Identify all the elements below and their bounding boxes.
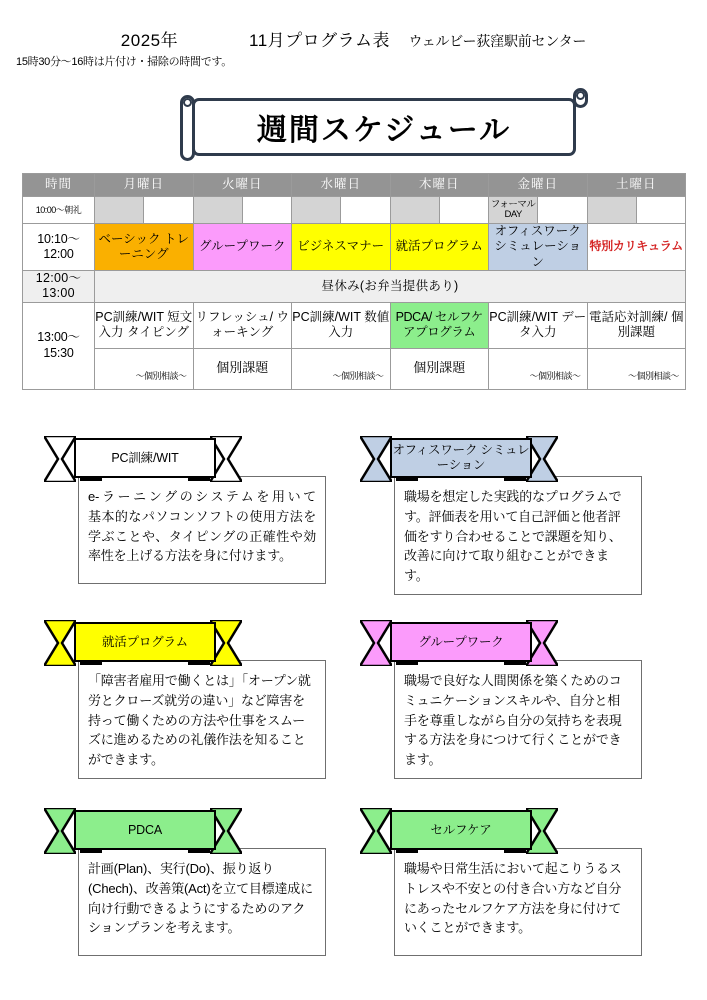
assembly-time-text: 10:00～朝礼 bbox=[35, 205, 82, 216]
card-text: 「障害者雇用で働くとは」「オープン就労とクローズ就労の違い」など障害を持って働くための方法や仕事をスムーズに進めるための礼儀作法を知ることができます。 bbox=[88, 673, 311, 767]
consultation-label-monday: ～個別相談～ bbox=[135, 371, 187, 382]
lunch-break-row bbox=[23, 271, 686, 303]
morning-program-monday: ベーシック トレーニング bbox=[95, 224, 194, 271]
individual-task-row bbox=[23, 348, 686, 389]
afternoon-program-friday: PC訓練/WIT データ入力 bbox=[489, 302, 588, 348]
assembly-blank-friday bbox=[538, 197, 586, 223]
column-header-thursday: 木曜日 bbox=[390, 174, 489, 197]
individual-cell-monday bbox=[95, 348, 194, 389]
afternoon-program-wednesday: PC訓練/WIT 数値入力 bbox=[292, 302, 391, 348]
ribbon-tail-left-icon bbox=[44, 808, 76, 854]
special-curriculum-label: 特別カリキュラム bbox=[589, 239, 683, 254]
consultation-label-wednesday: ～個別相談～ bbox=[332, 371, 384, 382]
morning-program-saturday bbox=[587, 224, 686, 271]
assembly-cell-wednesday bbox=[292, 197, 391, 224]
ribbon-foot-right-icon bbox=[504, 660, 526, 665]
ribbon-label: PDCA bbox=[74, 810, 216, 850]
assembly-blank-saturday bbox=[637, 197, 685, 223]
assembly-row bbox=[23, 197, 686, 224]
header-year: 2025年 bbox=[120, 31, 179, 50]
assembly-cell-saturday bbox=[587, 197, 686, 224]
assembly-marker-saturday bbox=[588, 197, 637, 223]
cleanup-time-note: 15時30分～16時は片付け・掃除の時間です。 bbox=[16, 56, 232, 68]
card-body-self-care bbox=[394, 848, 642, 956]
document-header bbox=[0, 26, 707, 51]
ribbon-tail-left-icon bbox=[360, 620, 392, 666]
ribbon-foot-left-icon bbox=[396, 848, 418, 853]
ribbon-foot-right-icon bbox=[504, 848, 526, 853]
ribbon-foot-left-icon bbox=[80, 848, 102, 853]
morning-program-tuesday: グループワーク bbox=[193, 224, 292, 271]
card-body-pdca bbox=[78, 848, 326, 956]
morning-program-wednesday: ビジネスマナー bbox=[292, 224, 391, 271]
afternoon-program-saturday: 電話応対訓練/ 個別課題 bbox=[587, 302, 686, 348]
card-body-pc-training bbox=[78, 476, 368, 584]
header-center-name: ウェルビー荻窪駅前センター bbox=[408, 33, 587, 49]
ribbon-tail-left-icon bbox=[360, 436, 392, 482]
ribbon-foot-right-icon bbox=[188, 476, 210, 481]
program-card-group-work bbox=[352, 620, 642, 779]
morning-program-row bbox=[23, 224, 686, 271]
lunch-break-label: 昼休み(お弁当提供あり) bbox=[95, 271, 686, 303]
assembly-time-label bbox=[23, 197, 95, 224]
morning-time-label bbox=[23, 224, 95, 271]
ribbon-foot-right-icon bbox=[188, 660, 210, 665]
afternoon-time-label bbox=[23, 302, 95, 389]
column-header-wednesday: 水曜日 bbox=[292, 174, 391, 197]
banner-title: 週間スケジュール bbox=[256, 114, 512, 147]
card-text: 職場で良好な人間関係を築くためのコミュニケーションスキルや、自分と相手を尊重しながら自分の気持ちを表現する方法を身につけて行くことができます。 bbox=[404, 673, 622, 767]
ribbon-foot-right-icon bbox=[188, 848, 210, 853]
weekly-schedule-table bbox=[22, 173, 686, 390]
ribbon-tail-left-icon bbox=[360, 808, 392, 854]
afternoon-program-thursday: PDCA/ セルフケアプログラム bbox=[390, 302, 489, 348]
lunch-time-end: 13:00 bbox=[42, 286, 75, 301]
banner-box bbox=[192, 98, 576, 156]
formal-day-label: フォーマル DAY bbox=[489, 197, 538, 223]
individual-cell-saturday bbox=[587, 348, 686, 389]
assembly-cell-tuesday bbox=[193, 197, 292, 224]
afternoon-program-tuesday: リフレッシュ/ ウォーキング bbox=[193, 302, 292, 348]
individual-cell-thursday bbox=[390, 348, 489, 389]
assembly-marker-tuesday bbox=[194, 197, 243, 223]
ribbon-foot-left-icon bbox=[80, 476, 102, 481]
ribbon-foot-left-icon bbox=[80, 660, 102, 665]
individual-task-thursday: 個別課題 bbox=[413, 360, 466, 376]
afternoon-time-start: 13:00～ bbox=[37, 330, 80, 345]
individual-cell-tuesday bbox=[193, 348, 292, 389]
ribbon-job-hunting bbox=[52, 620, 238, 666]
column-header-friday: 金曜日 bbox=[489, 174, 588, 197]
weekly-schedule-table-wrapper bbox=[22, 173, 686, 390]
ribbon-label: PC訓練/WIT bbox=[74, 438, 216, 478]
ribbon-group-work bbox=[368, 620, 554, 666]
card-body-group-work bbox=[394, 660, 642, 779]
ribbon-self-care bbox=[368, 808, 554, 854]
morning-time-start: 10:10～ bbox=[37, 231, 80, 246]
header-month-title: 11月プログラム表 bbox=[249, 31, 391, 50]
weekly-schedule-banner bbox=[178, 92, 590, 164]
assembly-cell-monday bbox=[95, 197, 194, 224]
ribbon-foot-left-icon bbox=[396, 476, 418, 481]
assembly-marker-wednesday bbox=[292, 197, 341, 223]
ribbon-pdca bbox=[52, 808, 238, 854]
assembly-blank-monday bbox=[144, 197, 192, 223]
card-text: e-ラーニングのシステムを用いて 基本的なパソコンソフトの使用方法を学ぶことや、タイピングの正確性や効率性を上げる方法を身に付けます。 bbox=[88, 489, 368, 564]
card-body-job-hunting bbox=[78, 660, 326, 779]
column-header-saturday: 土曜日 bbox=[587, 174, 686, 197]
ribbon-label: オフィスワーク シミュレーション bbox=[390, 438, 532, 478]
ribbon-tail-left-icon bbox=[44, 620, 76, 666]
lunch-time-label bbox=[23, 271, 95, 303]
column-header-tuesday: 火曜日 bbox=[193, 174, 292, 197]
assembly-cell-friday bbox=[489, 197, 588, 224]
ribbon-foot-right-icon bbox=[504, 476, 526, 481]
consultation-label-saturday: ～個別相談～ bbox=[627, 371, 679, 382]
card-text: 計画(Plan)、実行(Do)、振り返り(Chech)、改善策(Act)を立て目標達成に向け行動できるようにするためのアクションプランを考えます。 bbox=[88, 861, 313, 936]
card-text: 職場や日常生活において起こりうるストレスや不安との付き合い方など自分にあったセルフケア方法を身に付けていくことができます。 bbox=[404, 861, 622, 936]
scroll-curl-left-icon bbox=[183, 98, 192, 107]
card-body-office-work-simulation bbox=[394, 476, 642, 595]
ribbon-label: セルフケア bbox=[390, 810, 532, 850]
assembly-blank-wednesday bbox=[341, 197, 389, 223]
afternoon-program-row bbox=[23, 302, 686, 348]
afternoon-program-monday: PC訓練/WIT 短文入力 タイピング bbox=[95, 302, 194, 348]
scroll-curl-right-icon bbox=[576, 91, 585, 100]
program-card-office-work-simulation bbox=[352, 436, 642, 595]
ribbon-label: 就活プログラム bbox=[74, 622, 216, 662]
ribbon-office-work-simulation bbox=[368, 436, 554, 482]
program-card-job-hunting bbox=[36, 620, 326, 779]
card-text: 職場を想定した実践的なプログラムです。評価表を用いて自己評価と他者評価をすり合わせることで課題を知り、改善に向けて取り組むことができます。 bbox=[404, 489, 622, 583]
consultation-label-friday: ～個別相談～ bbox=[529, 371, 581, 382]
assembly-cell-thursday bbox=[390, 197, 489, 224]
assembly-blank-tuesday bbox=[243, 197, 291, 223]
program-card-pc-training bbox=[36, 436, 368, 584]
assembly-blank-thursday bbox=[440, 197, 488, 223]
program-card-self-care bbox=[352, 808, 642, 956]
assembly-marker-monday bbox=[95, 197, 144, 223]
ribbon-label: グループワーク bbox=[390, 622, 532, 662]
morning-program-thursday: 就活プログラム bbox=[390, 224, 489, 271]
afternoon-time-end: 15:30 bbox=[43, 345, 74, 360]
individual-task-tuesday: 個別課題 bbox=[216, 360, 269, 376]
column-header-time: 時間 bbox=[23, 174, 95, 197]
morning-program-friday: オフィスワーク シミュレーション bbox=[489, 224, 588, 271]
lunch-time-start: 12:00～ bbox=[35, 271, 82, 285]
ribbon-pc-training bbox=[52, 436, 238, 482]
individual-cell-wednesday bbox=[292, 348, 391, 389]
individual-cell-friday bbox=[489, 348, 588, 389]
program-card-pdca bbox=[36, 808, 326, 956]
column-header-monday: 月曜日 bbox=[95, 174, 194, 197]
assembly-marker-thursday bbox=[391, 197, 440, 223]
morning-time-end: 12:00 bbox=[43, 247, 74, 261]
table-header-row bbox=[23, 174, 686, 197]
ribbon-tail-left-icon bbox=[44, 436, 76, 482]
ribbon-foot-left-icon bbox=[396, 660, 418, 665]
